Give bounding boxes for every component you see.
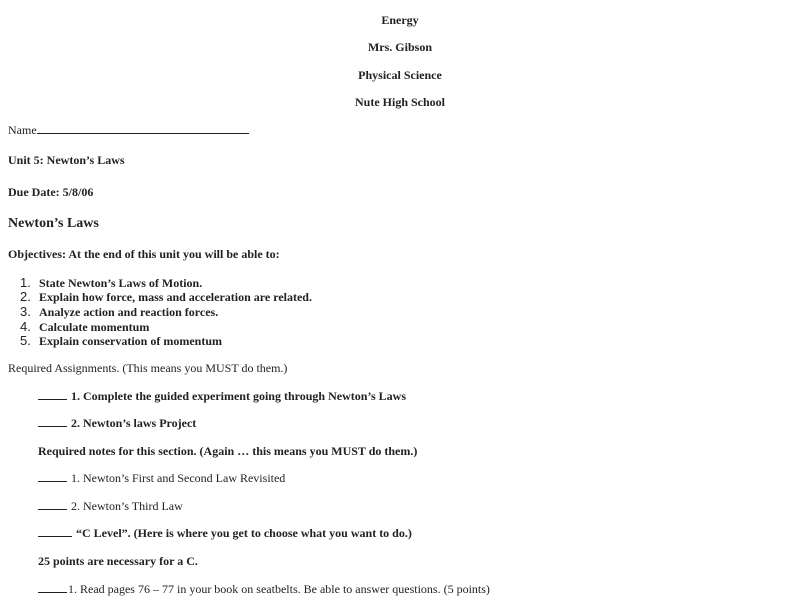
checkoff-blank <box>38 470 67 482</box>
school-name: Nute High School <box>354 95 445 109</box>
c-level-item: 1. Read pages 76 – 77 in your book on seatbelts. Be able to answer questions. (5 points) <box>38 581 490 597</box>
section-title: Newton’s Laws <box>8 216 99 231</box>
objective-item: 1. State Newton’s Laws of Motion. <box>20 275 203 290</box>
name-field <box>8 122 249 138</box>
assignment-item: 1. Complete the guided experiment going through Newton’s Laws <box>38 388 406 404</box>
objective-item: 2. Explain how force, mass and acceleration are related. <box>20 289 312 304</box>
objective-item: 3. Analyze action and reaction forces. <box>20 304 219 319</box>
objective-item: 4. Calculate momentum <box>20 319 150 334</box>
c-level-heading: “C Level”. (Here is where you get to choose what you want to do.) <box>38 525 412 541</box>
objectives-intro: Objectives: At the end of this unit you will be able to: <box>8 247 280 261</box>
checkoff-blank <box>38 525 72 537</box>
due-date: Due Date: 5/8/06 <box>8 185 94 199</box>
name-label: Name <box>8 123 37 137</box>
teacher-name: Mrs. Gibson <box>367 40 432 54</box>
name-blank <box>37 122 249 134</box>
c-level-points-note: 25 points are necessary for a C. <box>38 554 198 568</box>
doc-title: Energy <box>381 13 419 27</box>
checkoff-blank <box>38 498 67 510</box>
checkoff-blank <box>38 415 67 427</box>
notes-item: 1. Newton’s First and Second Law Revisited <box>38 470 285 486</box>
objective-item: 5. Explain conservation of momentum <box>20 333 222 348</box>
checkoff-blank <box>38 388 67 400</box>
unit-title: Unit 5: Newton’s Laws <box>8 153 125 167</box>
assignment-item: 2. Newton’s laws Project <box>38 415 196 431</box>
notes-item: 2. Newton’s Third Law <box>38 498 183 514</box>
checkoff-blank <box>38 581 67 593</box>
required-notes-intro: Required notes for this section. (Again … this means you MUST do them.) <box>38 444 418 458</box>
course-name: Physical Science <box>358 68 442 82</box>
required-assignments-intro: Required Assignments. (This means you MUST do them.) <box>8 361 288 375</box>
